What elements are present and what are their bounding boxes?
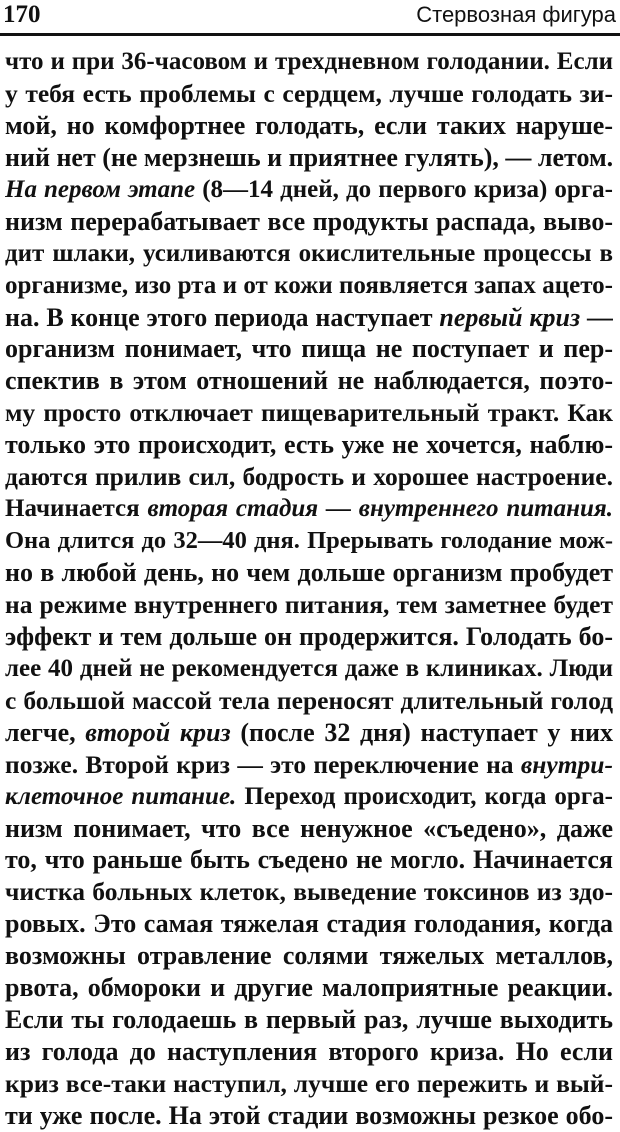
text-segment: с большой массой тела переносят длительный голод [5,685,613,715]
text-line [5,174,613,206]
text-line [5,940,613,972]
text-line [5,621,613,653]
text-segment: легче, [5,717,86,747]
text-line [5,270,613,302]
text-segment: — [580,302,613,332]
text-segment: ти уже после. На этой стадии возможны резкое обо- [5,1100,613,1130]
text-line [5,429,613,461]
text-line [5,1068,613,1100]
text-segment: организме, изо рта и от кожи появляется запах ацето- [5,271,613,299]
italic-term: вторая стадия — внутреннего питания. [147,495,613,523]
text-segment: ний нет (не мерзнешь и приятнее гулять), — летом. [5,142,613,172]
text-line [5,908,613,940]
text-segment: Если ты голодаешь в первый раз, лучше выходить [5,1005,613,1035]
text-line [5,1100,613,1132]
body-text [5,46,613,1132]
text-line [5,302,613,334]
text-segment: только это происходит, есть уже не хочется, наблю- [5,430,613,460]
text-segment: организм понимает, что пища не поступает и пер- [5,334,613,364]
italic-term: второй криз [85,717,231,747]
text-line [5,844,613,876]
text-segment: ровых. Это самая тяжелая стадия голодания, когда [5,909,613,939]
text-segment: что и при 36-часовом и трехдневном голодании. Если [5,48,613,75]
text-segment: рвота, обмороки и другие малоприятные реакции. [5,973,613,1003]
text-line [5,589,613,621]
text-segment: у тебя есть проблемы с сердцем, лучше голодать зи- [5,78,613,108]
text-line [5,78,613,110]
text-line [5,749,613,781]
text-line [5,557,613,589]
text-line [5,685,613,717]
text-line [5,653,613,685]
text-line [5,717,613,749]
text-segment: криз все-таки наступил, лучше его пережить и вый- [5,1069,613,1098]
text-line [5,333,613,365]
text-segment: дит шлаки, усиливаются окислительные процессы в [5,239,613,267]
text-line [5,206,613,238]
text-line [5,365,613,397]
text-line [5,876,613,908]
text-line [5,461,613,493]
text-segment: низм понимает, что все ненужное «съедено», даже [5,813,613,843]
italic-term: клеточное питание. [5,782,237,810]
text-segment: (8—14 дней, до первого криза) орга- [195,175,613,203]
italic-term: первый криз [439,302,581,332]
text-segment: даются прилив сил, бодрость и хорошее настроение. [5,462,613,492]
text-line [5,1036,613,1068]
text-segment: лее 40 дней не рекомендуется даже в клиниках. Люди [5,654,613,682]
italic-term: внутри- [520,749,613,779]
text-segment: на режиме внутреннего питания, тем заметнее будет [5,589,613,619]
text-segment: позже. Второй криз — это переключение на [5,749,521,779]
text-line [5,1004,613,1036]
text-line [5,972,613,1004]
text-segment: на. В конце этого периода наступает [5,302,440,332]
text-line [5,813,613,845]
text-line [5,46,613,78]
text-segment: эффект и тем дольше он продержится. Голодать бо- [5,621,613,651]
text-line [5,525,613,557]
text-segment: (после 32 дня) наступает у них [230,717,613,747]
text-line [5,781,613,813]
text-segment: из голода до наступления второго криза. Но если [5,1037,613,1067]
text-segment: возможны отравление солями тяжелых металлов, [5,941,613,971]
text-segment: то, что раньше быть съедено не могло. Начинается [5,845,613,875]
page-number: 170 [3,1,41,28]
text-segment: Переход происходит, когда орга- [236,782,613,810]
text-segment: му просто отключает пищеварительный тракт. Как [5,398,613,428]
text-line [5,110,613,142]
text-segment: Она длится до 32—40 дня. Прерывать голодание мож- [5,527,613,555]
page-header [0,0,620,30]
text-line [5,238,613,270]
text-line [5,142,613,174]
italic-term: На первом этапе [5,175,196,203]
text-segment: спектив в этом отношений не наблюдается, поэто- [5,366,613,396]
text-segment: Начинается [5,495,148,523]
text-segment: мой, но комфортнее голодать, если таких наруше- [5,110,613,140]
text-segment: но в любой день, но чем дольше организм пробудет [5,558,613,587]
text-segment: низм перерабатывает все продукты распада, выво- [5,206,613,236]
text-line [5,493,613,525]
text-segment: чистка больных клеток, выведение токсинов из здо- [5,877,613,907]
text-line [5,397,613,429]
header-rule [0,33,620,36]
running-title: Стервозная фигура [416,2,616,27]
